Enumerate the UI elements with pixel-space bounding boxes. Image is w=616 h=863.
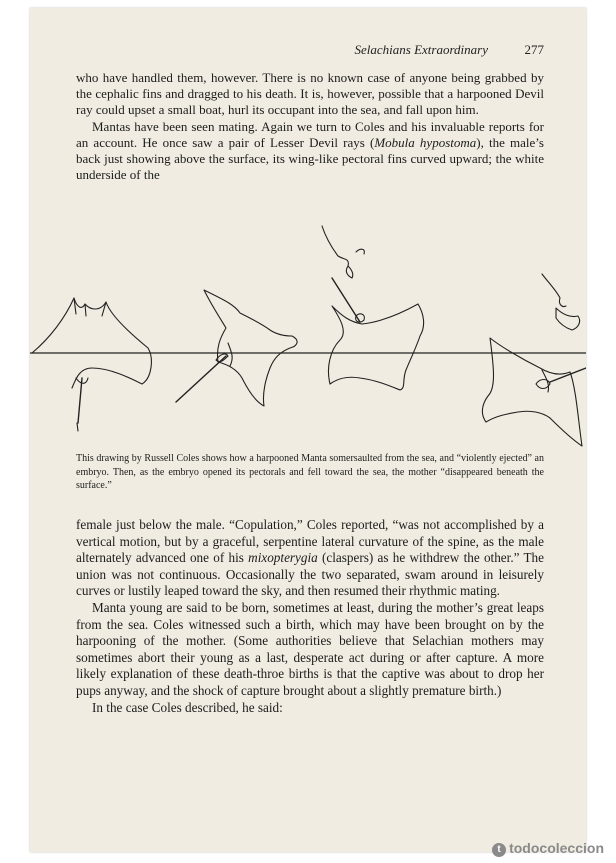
body-text-top [76,70,544,183]
manta-figure-1 [32,298,151,431]
paragraph [76,119,544,184]
manta-drawing [30,218,586,450]
book-page [30,8,586,852]
paragraph: who have handled them, however. There is no known case of anyone being grabbed by the cephalic fins and dragged to his death. It is, however, possible that a harpooned Devil ray could upset a small boat, hurl its occupant into the sea, and fall upon him. [76,70,544,118]
manta-figure-3 [322,226,424,390]
watermark-text: todocoleccion [509,840,604,856]
text-run: Mantas have been seen mating. Again we turn to Coles and his invaluable reports for an account. He once saw a pair of Lesser Devil rays ( [76,118,544,150]
body-text-bottom [76,517,544,716]
term-mixopterygia: mixopterygia [248,550,318,566]
watermark-logo-icon: t [492,843,506,857]
manta-figure-4 [482,274,586,446]
text-run: female just below the male. “Copulation,” Coles reported, “was not accomplished by a vertical motion, but by a graceful, serpentine lateral curvature of the spine, as the male alternately advanced one of his [76,517,544,566]
watermark [492,840,604,857]
running-header [30,42,544,60]
paragraph: In the case Coles described, he said: [92,699,283,715]
text-run: (claspers) as he withdrew the other.” The union was not continuous. Occasionally the two separated, swam around in leisurely curves or lustily leaped toward the sky, and then resumed their rhythmic mating. [76,550,544,599]
running-title: Selachians Extraordinary [354,42,488,57]
figure-caption: This drawing by Russell Coles shows how a harpooned Manta somersaulted from the sea, and “violently ejected” an embryo. Then, as the embryo opened its pectorals and fell toward the sea, the mother “disappeared beneath the surface.” [76,453,544,491]
manta-figure-2 [176,290,297,406]
species-name: Mobula hypostoma [374,134,477,150]
text-run: ), the male’s back just showing above the surface, its wing-like pectoral fins curved upward; the white underside of the [76,134,544,183]
paragraph: Manta young are said to be born, sometimes at least, during the mother’s great leaps from the sea. Coles witnessed such a birth, which may have been brought on by the harpooning of the mother. (Some authorities believe that Selachian mothers may sometimes abort their young as a last, desperate act during or after capture. A more likely explanation of these death-throe births is that the captive was about to drop her pups anyway, and the shock of capture brought about a slightly premature birth.) [76,599,544,698]
paragraph [76,517,544,600]
page-number: 277 [524,42,544,57]
